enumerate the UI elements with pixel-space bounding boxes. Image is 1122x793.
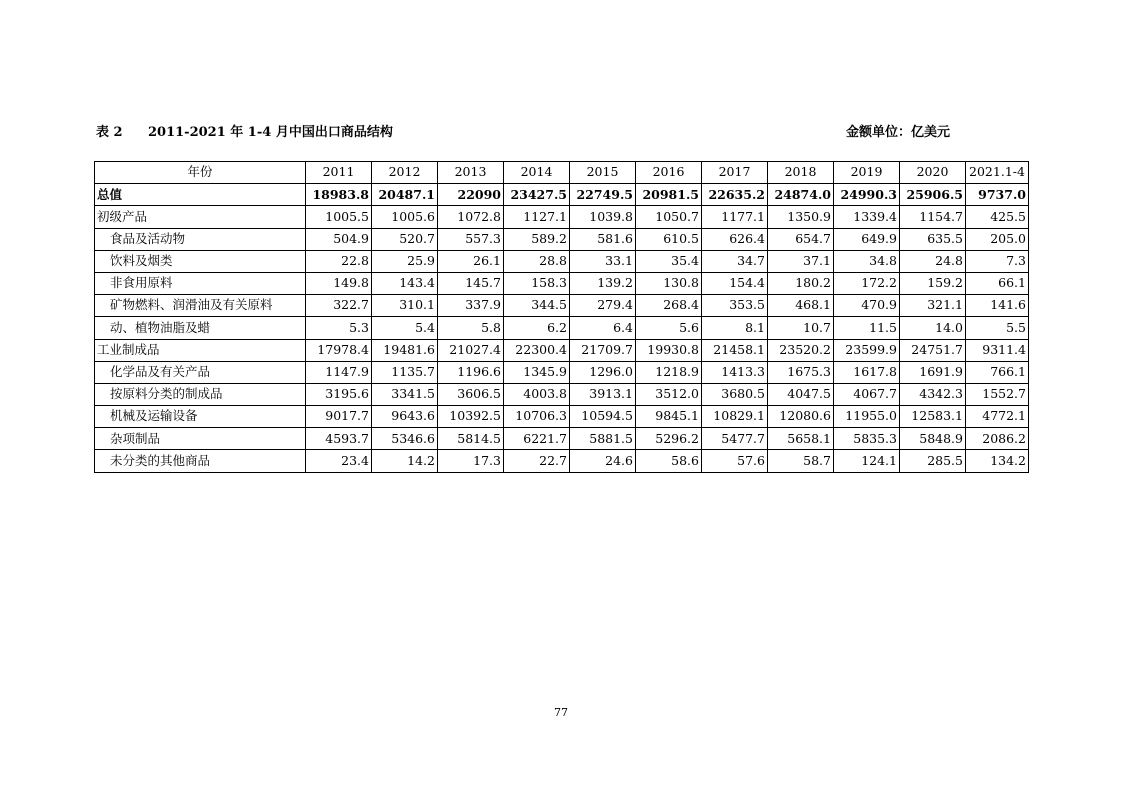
table-row — [95, 250, 1029, 272]
value-cell: 1005.6 — [372, 206, 438, 228]
row-label: 饮料及烟类 — [95, 250, 306, 272]
row-label: 未分类的其他商品 — [95, 450, 306, 472]
value-cell: 610.5 — [636, 228, 702, 250]
value-cell: 1339.4 — [834, 206, 900, 228]
value-cell: 172.2 — [834, 272, 900, 294]
value-cell: 1350.9 — [768, 206, 834, 228]
value-cell: 1072.8 — [438, 206, 504, 228]
value-cell: 158.3 — [504, 272, 570, 294]
value-cell: 25.9 — [372, 250, 438, 272]
value-cell: 4003.8 — [504, 383, 570, 405]
table-row — [95, 383, 1029, 405]
row-label: 动、植物油脂及蜡 — [95, 317, 306, 339]
value-cell: 21027.4 — [438, 339, 504, 361]
value-cell: 5814.5 — [438, 428, 504, 450]
value-cell: 1005.5 — [306, 206, 372, 228]
value-cell: 268.4 — [636, 295, 702, 317]
table-row — [95, 206, 1029, 228]
value-cell: 1675.3 — [768, 361, 834, 383]
value-cell: 28.8 — [504, 250, 570, 272]
value-cell: 1039.8 — [570, 206, 636, 228]
value-cell: 10594.5 — [570, 406, 636, 428]
value-cell: 145.7 — [438, 272, 504, 294]
value-cell: 24990.3 — [834, 184, 900, 206]
year-header: 2013 — [438, 162, 504, 184]
table-row — [95, 406, 1029, 428]
value-cell: 6.4 — [570, 317, 636, 339]
value-cell: 1617.8 — [834, 361, 900, 383]
value-cell: 1552.7 — [966, 383, 1029, 405]
value-cell: 58.6 — [636, 450, 702, 472]
value-cell: 3512.0 — [636, 383, 702, 405]
value-cell: 279.4 — [570, 295, 636, 317]
value-cell: 5477.7 — [702, 428, 768, 450]
value-cell: 24751.7 — [900, 339, 966, 361]
value-cell: 520.7 — [372, 228, 438, 250]
value-cell: 139.2 — [570, 272, 636, 294]
value-cell: 8.1 — [702, 317, 768, 339]
value-cell: 5.8 — [438, 317, 504, 339]
value-cell: 26.1 — [438, 250, 504, 272]
value-cell: 1127.1 — [504, 206, 570, 228]
table-number: 表 2 — [96, 125, 123, 140]
value-cell: 149.8 — [306, 272, 372, 294]
value-cell: 649.9 — [834, 228, 900, 250]
value-cell: 20487.1 — [372, 184, 438, 206]
value-cell: 4047.5 — [768, 383, 834, 405]
year-header: 2020 — [900, 162, 966, 184]
value-cell: 66.1 — [966, 272, 1029, 294]
unit-note: 金额单位：亿美元 — [846, 125, 951, 140]
value-cell: 337.9 — [438, 295, 504, 317]
value-cell: 19930.8 — [636, 339, 702, 361]
year-header-label: 年份 — [95, 162, 306, 184]
value-cell: 12583.1 — [900, 406, 966, 428]
value-cell: 766.1 — [966, 361, 1029, 383]
export-structure-table — [94, 161, 1029, 473]
value-cell: 344.5 — [504, 295, 570, 317]
table-body — [95, 184, 1029, 472]
value-cell: 57.6 — [702, 450, 768, 472]
value-cell: 17978.4 — [306, 339, 372, 361]
value-cell: 130.8 — [636, 272, 702, 294]
row-label: 按原料分类的制成品 — [95, 383, 306, 405]
row-label: 非食用原料 — [95, 272, 306, 294]
value-cell: 58.7 — [768, 450, 834, 472]
table-row — [95, 272, 1029, 294]
value-cell: 310.1 — [372, 295, 438, 317]
value-cell: 5346.6 — [372, 428, 438, 450]
table-row — [95, 295, 1029, 317]
row-label: 化学品及有关产品 — [95, 361, 306, 383]
value-cell: 24.6 — [570, 450, 636, 472]
value-cell: 1154.7 — [900, 206, 966, 228]
value-cell: 9311.4 — [966, 339, 1029, 361]
year-header: 2019 — [834, 162, 900, 184]
value-cell: 159.2 — [900, 272, 966, 294]
value-cell: 5658.1 — [768, 428, 834, 450]
row-label: 总值 — [95, 184, 306, 206]
value-cell: 5.4 — [372, 317, 438, 339]
value-cell: 154.4 — [702, 272, 768, 294]
value-cell: 4342.3 — [900, 383, 966, 405]
year-header: 2018 — [768, 162, 834, 184]
value-cell: 10829.1 — [702, 406, 768, 428]
value-cell: 5835.3 — [834, 428, 900, 450]
value-cell: 3606.5 — [438, 383, 504, 405]
value-cell: 654.7 — [768, 228, 834, 250]
value-cell: 2086.2 — [966, 428, 1029, 450]
value-cell: 1177.1 — [702, 206, 768, 228]
value-cell: 4593.7 — [306, 428, 372, 450]
value-cell: 635.5 — [900, 228, 966, 250]
value-cell: 3341.5 — [372, 383, 438, 405]
value-cell: 6221.7 — [504, 428, 570, 450]
year-header: 2021.1-4 — [966, 162, 1029, 184]
value-cell: 11955.0 — [834, 406, 900, 428]
value-cell: 14.0 — [900, 317, 966, 339]
value-cell: 12080.6 — [768, 406, 834, 428]
table-row — [95, 317, 1029, 339]
value-cell: 23599.9 — [834, 339, 900, 361]
value-cell: 37.1 — [768, 250, 834, 272]
value-cell: 468.1 — [768, 295, 834, 317]
table-row — [95, 228, 1029, 250]
year-header: 2017 — [702, 162, 768, 184]
value-cell: 504.9 — [306, 228, 372, 250]
table-row — [95, 450, 1029, 472]
year-header: 2012 — [372, 162, 438, 184]
value-cell: 205.0 — [966, 228, 1029, 250]
value-cell: 24874.0 — [768, 184, 834, 206]
value-cell: 14.2 — [372, 450, 438, 472]
table-row — [95, 184, 1029, 206]
row-label: 矿物燃料、润滑油及有关原料 — [95, 295, 306, 317]
value-cell: 425.5 — [966, 206, 1029, 228]
value-cell: 5.3 — [306, 317, 372, 339]
value-cell: 9737.0 — [966, 184, 1029, 206]
value-cell: 20981.5 — [636, 184, 702, 206]
value-cell: 1050.7 — [636, 206, 702, 228]
page-number: 77 — [554, 706, 568, 719]
value-cell: 25906.5 — [900, 184, 966, 206]
row-label: 食品及活动物 — [95, 228, 306, 250]
value-cell: 557.3 — [438, 228, 504, 250]
value-cell: 21458.1 — [702, 339, 768, 361]
value-cell: 22090 — [438, 184, 504, 206]
value-cell: 19481.6 — [372, 339, 438, 361]
value-cell: 9017.7 — [306, 406, 372, 428]
value-cell: 10706.3 — [504, 406, 570, 428]
value-cell: 1691.9 — [900, 361, 966, 383]
header-row — [95, 162, 1029, 184]
value-cell: 589.2 — [504, 228, 570, 250]
value-cell: 626.4 — [702, 228, 768, 250]
row-label: 初级产品 — [95, 206, 306, 228]
value-cell: 10.7 — [768, 317, 834, 339]
value-cell: 1296.0 — [570, 361, 636, 383]
value-cell: 34.8 — [834, 250, 900, 272]
value-cell: 3913.1 — [570, 383, 636, 405]
value-cell: 5881.5 — [570, 428, 636, 450]
value-cell: 3680.5 — [702, 383, 768, 405]
value-cell: 321.1 — [900, 295, 966, 317]
table-caption — [96, 121, 393, 140]
year-header: 2014 — [504, 162, 570, 184]
value-cell: 353.5 — [702, 295, 768, 317]
value-cell: 23427.5 — [504, 184, 570, 206]
value-cell: 22635.2 — [702, 184, 768, 206]
value-cell: 23520.2 — [768, 339, 834, 361]
year-header: 2016 — [636, 162, 702, 184]
value-cell: 17.3 — [438, 450, 504, 472]
value-cell: 6.2 — [504, 317, 570, 339]
value-cell: 581.6 — [570, 228, 636, 250]
value-cell: 1345.9 — [504, 361, 570, 383]
value-cell: 143.4 — [372, 272, 438, 294]
value-cell: 3195.6 — [306, 383, 372, 405]
value-cell: 21709.7 — [570, 339, 636, 361]
value-cell: 22749.5 — [570, 184, 636, 206]
table-row — [95, 361, 1029, 383]
value-cell: 18983.8 — [306, 184, 372, 206]
value-cell: 34.7 — [702, 250, 768, 272]
value-cell: 24.8 — [900, 250, 966, 272]
value-cell: 22.8 — [306, 250, 372, 272]
value-cell: 9643.6 — [372, 406, 438, 428]
value-cell: 1218.9 — [636, 361, 702, 383]
value-cell: 5848.9 — [900, 428, 966, 450]
value-cell: 7.3 — [966, 250, 1029, 272]
value-cell: 4067.7 — [834, 383, 900, 405]
row-label: 工业制成品 — [95, 339, 306, 361]
year-header: 2015 — [570, 162, 636, 184]
value-cell: 23.4 — [306, 450, 372, 472]
value-cell: 5.5 — [966, 317, 1029, 339]
table-title: 2011-2021 年 1-4 月中国出口商品结构 — [148, 125, 393, 140]
value-cell: 1135.7 — [372, 361, 438, 383]
value-cell: 141.6 — [966, 295, 1029, 317]
table-row — [95, 428, 1029, 450]
value-cell: 322.7 — [306, 295, 372, 317]
value-cell: 134.2 — [966, 450, 1029, 472]
value-cell: 4772.1 — [966, 406, 1029, 428]
row-label: 机械及运输设备 — [95, 406, 306, 428]
value-cell: 124.1 — [834, 450, 900, 472]
value-cell: 5.6 — [636, 317, 702, 339]
value-cell: 470.9 — [834, 295, 900, 317]
value-cell: 22300.4 — [504, 339, 570, 361]
value-cell: 11.5 — [834, 317, 900, 339]
value-cell: 5296.2 — [636, 428, 702, 450]
value-cell: 180.2 — [768, 272, 834, 294]
value-cell: 9845.1 — [636, 406, 702, 428]
table-row — [95, 339, 1029, 361]
value-cell: 1413.3 — [702, 361, 768, 383]
row-label: 杂项制品 — [95, 428, 306, 450]
value-cell: 33.1 — [570, 250, 636, 272]
value-cell: 35.4 — [636, 250, 702, 272]
value-cell: 285.5 — [900, 450, 966, 472]
year-header: 2011 — [306, 162, 372, 184]
value-cell: 1196.6 — [438, 361, 504, 383]
value-cell: 22.7 — [504, 450, 570, 472]
value-cell: 1147.9 — [306, 361, 372, 383]
value-cell: 10392.5 — [438, 406, 504, 428]
